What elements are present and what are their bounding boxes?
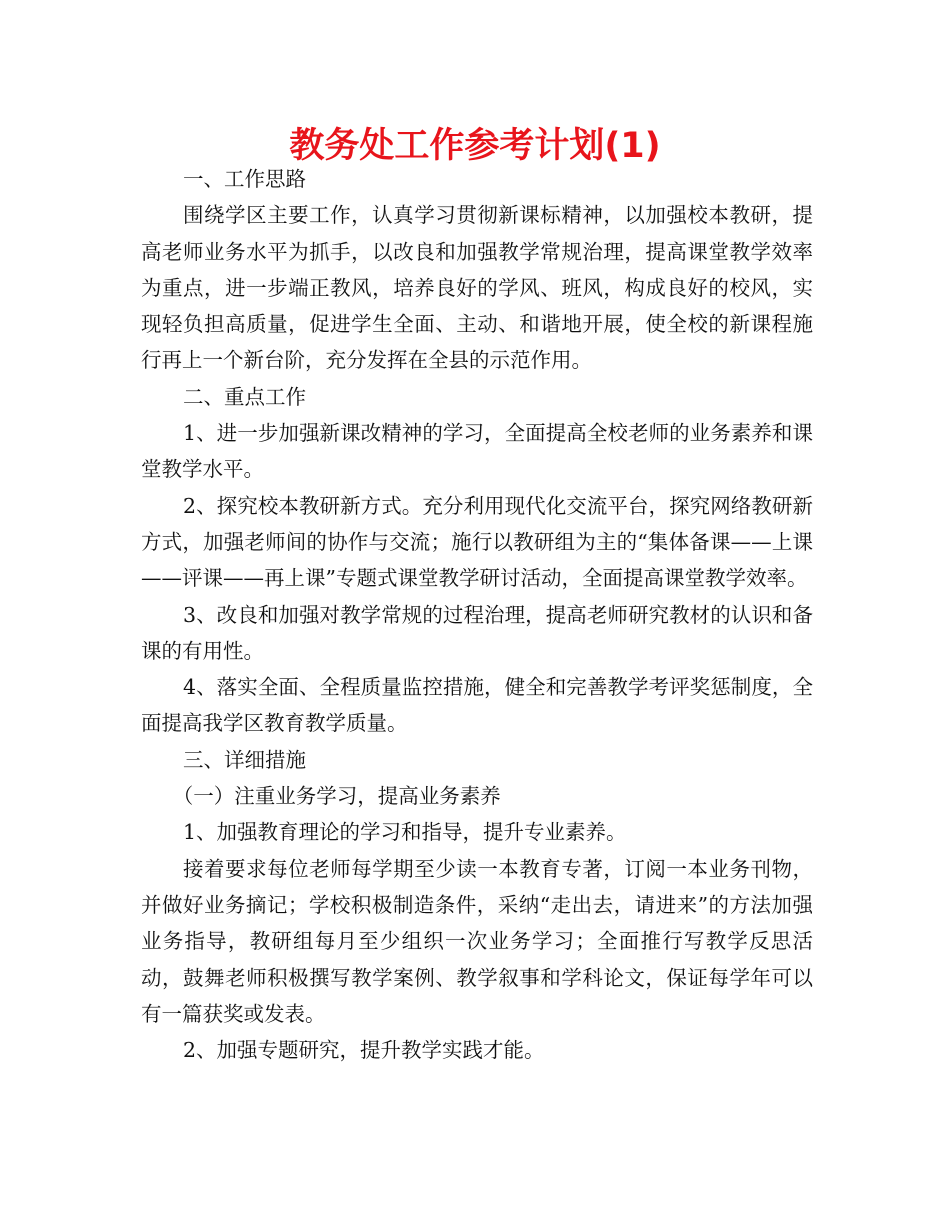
document-body <box>141 161 813 1068</box>
paragraph-key-work-4: 4、落实全面、全程质量监控措施，健全和完善教学考评奖惩制度，全面提高我学区教育教学质量。 <box>141 675 813 736</box>
paragraph-measure-2: 2、加强专题研究，提升教学实践才能。 <box>183 1038 545 1063</box>
subsection-heading-study: （一）注重业务学习，提高业务素养 <box>172 784 501 809</box>
section-heading-key-work: 二、重点工作 <box>183 384 307 409</box>
section-heading-work-approach: 一、工作思路 <box>183 167 307 191</box>
paragraph-work-approach: 围绕学区主要工作，认真学习贯彻新课标精神，以加强校本教研，提高老师业务水平为抓手，以改良和加强教学常规治理，提高课堂教学效率为重点，进一步端正教风，培养良好的学风、班风，构成良好的校风，实现轻负担高质量，促进学生全面、主动、和谐地开展，使全校的新课程施行再上一个新台阶，充分发挥在全县的示范作用。 <box>141 203 813 373</box>
document-title: 教务处工作参考计划(1) <box>289 126 661 166</box>
paragraph-key-work-3: 3、改良和加强对教学常规的过程治理，提高老师研究教材的认识和备课的有用性。 <box>141 602 813 663</box>
paragraph-measure-1-detail: 接着要求每位老师每学期至少读一本教育专著，订阅一本业务刊物，并做好业务摘记；学校积极制造条件，采纳“走出去，请进来”的方法加强业务指导，教研组每月至少组织一次业务学习；全面推行写教学反思活动，鼓舞老师积极撰写教学案例、教学叙事和学科论文，保证每学年可以有一篇获奖或发表。 <box>141 856 813 1026</box>
paragraph-measure-1: 1、加强教育理论的学习和指导，提升专业素养。 <box>183 820 627 845</box>
paragraph-key-work-1: 1、进一步加强新课改精神的学习，全面提高全校老师的业务素养和课堂教学水平。 <box>141 421 813 482</box>
paragraph-key-work-2: 2、探究校本教研新方式。充分利用现代化交流平台，探究网络教研新方式，加强老师间的协作与交流；施行以教研组为主的“集体备课——上课——评课——再上课”专题式课堂教学研讨活动，全面提高课堂教学效率。 <box>141 493 813 591</box>
section-heading-measures: 三、详细措施 <box>183 747 307 772</box>
